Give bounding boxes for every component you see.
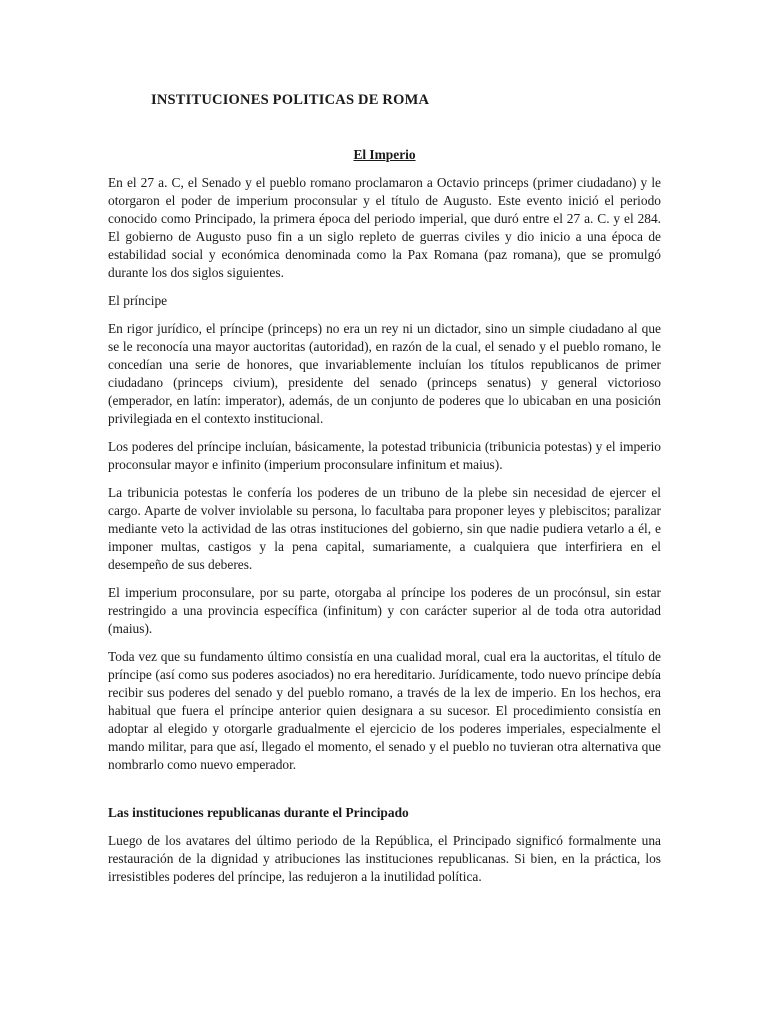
- section-heading-imperio: El Imperio: [353, 147, 416, 162]
- heading-instituciones-republicanas: Las instituciones republicanas durante el Principado: [108, 805, 409, 820]
- paragraph-principe-2: Los poderes del príncipe incluían, básicamente, la potestad tribunicia (tribunicia potestas) y el imperio proconsular mayor e infinito (imperium proconsulare infinitum et maius).: [108, 439, 661, 472]
- paragraph-principe-3: La tribunicia potestas le confería los poderes de un tribuno de la plebe sin necesidad de ejercer el cargo. Aparte de volver inviolable su persona, lo facultaba para proponer leyes y plebiscitos; paralizar mediante veto la actividad de las otras instituciones del gobierno, sin que nadie pudiera vetarlo a él, e imponer multas, castigos y la pena capital, sumariamente, a cualquiera que interfiriera en el desempeño de sus deberes.: [108, 485, 661, 572]
- subheading-principe: El príncipe: [108, 293, 168, 308]
- paragraph-republicanas-1: Luego de los avatares del último periodo de la República, el Principado significó formalmente una restauración de la dignidad y atribuciones las instituciones republicanas. Si bien, en la práctica, los irresistibles poderes del príncipe, las redujeron a la inutilidad política.: [108, 833, 661, 884]
- paragraph-principe-4: El imperium proconsulare, por su parte, otorgaba al príncipe los poderes de un procónsul, sin estar restringido a una provincia específica (infinitum) y con carácter superior al de toda otra autoridad (maius).: [108, 585, 661, 636]
- paragraph-principe-1: En rigor jurídico, el príncipe (princeps) no era un rey ni un dictador, sino un simple ciudadano al que se le reconocía una mayor auctoritas (autoridad), en razón de la cual, el senado y el pueblo romano, le concedían una serie de honores, que invariablemente incluían los títulos republicanos de primer ciudadano (princeps civium), presidente del senado (princeps senatus) y general victorioso (emperador, en latín: imperator), además, de un conjunto de poderes que lo ubicaban en una posición privilegiada en el contexto institucional.: [108, 321, 661, 426]
- paragraph-intro: En el 27 a. C, el Senado y el pueblo romano proclamaron a Octavio princeps (primer ciudadano) y le otorgaron el poder de imperium proconsular y el título de Augusto. Este evento inició el periodo conocido como Principado, la primera época del periodo imperial, que duró entre el 27 a. C. y el 284. El gobierno de Augusto puso fin a un siglo repleto de guerras civiles y dio inicio a una época de estabilidad social y económica denominada como la Pax Romana (paz romana), que se promulgó durante los dos siglos siguientes.: [108, 175, 661, 280]
- paragraph-principe-5: Toda vez que su fundamento último consistía en una cualidad moral, cual era la auctoritas, el título de príncipe (así como sus poderes asociados) no era hereditario. Jurídicamente, todo nuevo príncipe debía recibir sus poderes del senado y del pueblo romano, a través de la lex de imperio. En los hechos, era habitual que fuera el príncipe anterior quien designara a su sucesor. El procedimiento consistía en adoptar al elegido y otorgarle gradualmente el ejercicio de los poderes imperiales, especialmente el mando militar, para que así, llegado el momento, el senado y el pueblo no tuvieran otra alternativa que nombrarlo como nuevo emperador.: [108, 649, 661, 772]
- document-title: INSTITUCIONES POLITICAS DE ROMA: [151, 92, 430, 108]
- document-page: [108, 90, 661, 896]
